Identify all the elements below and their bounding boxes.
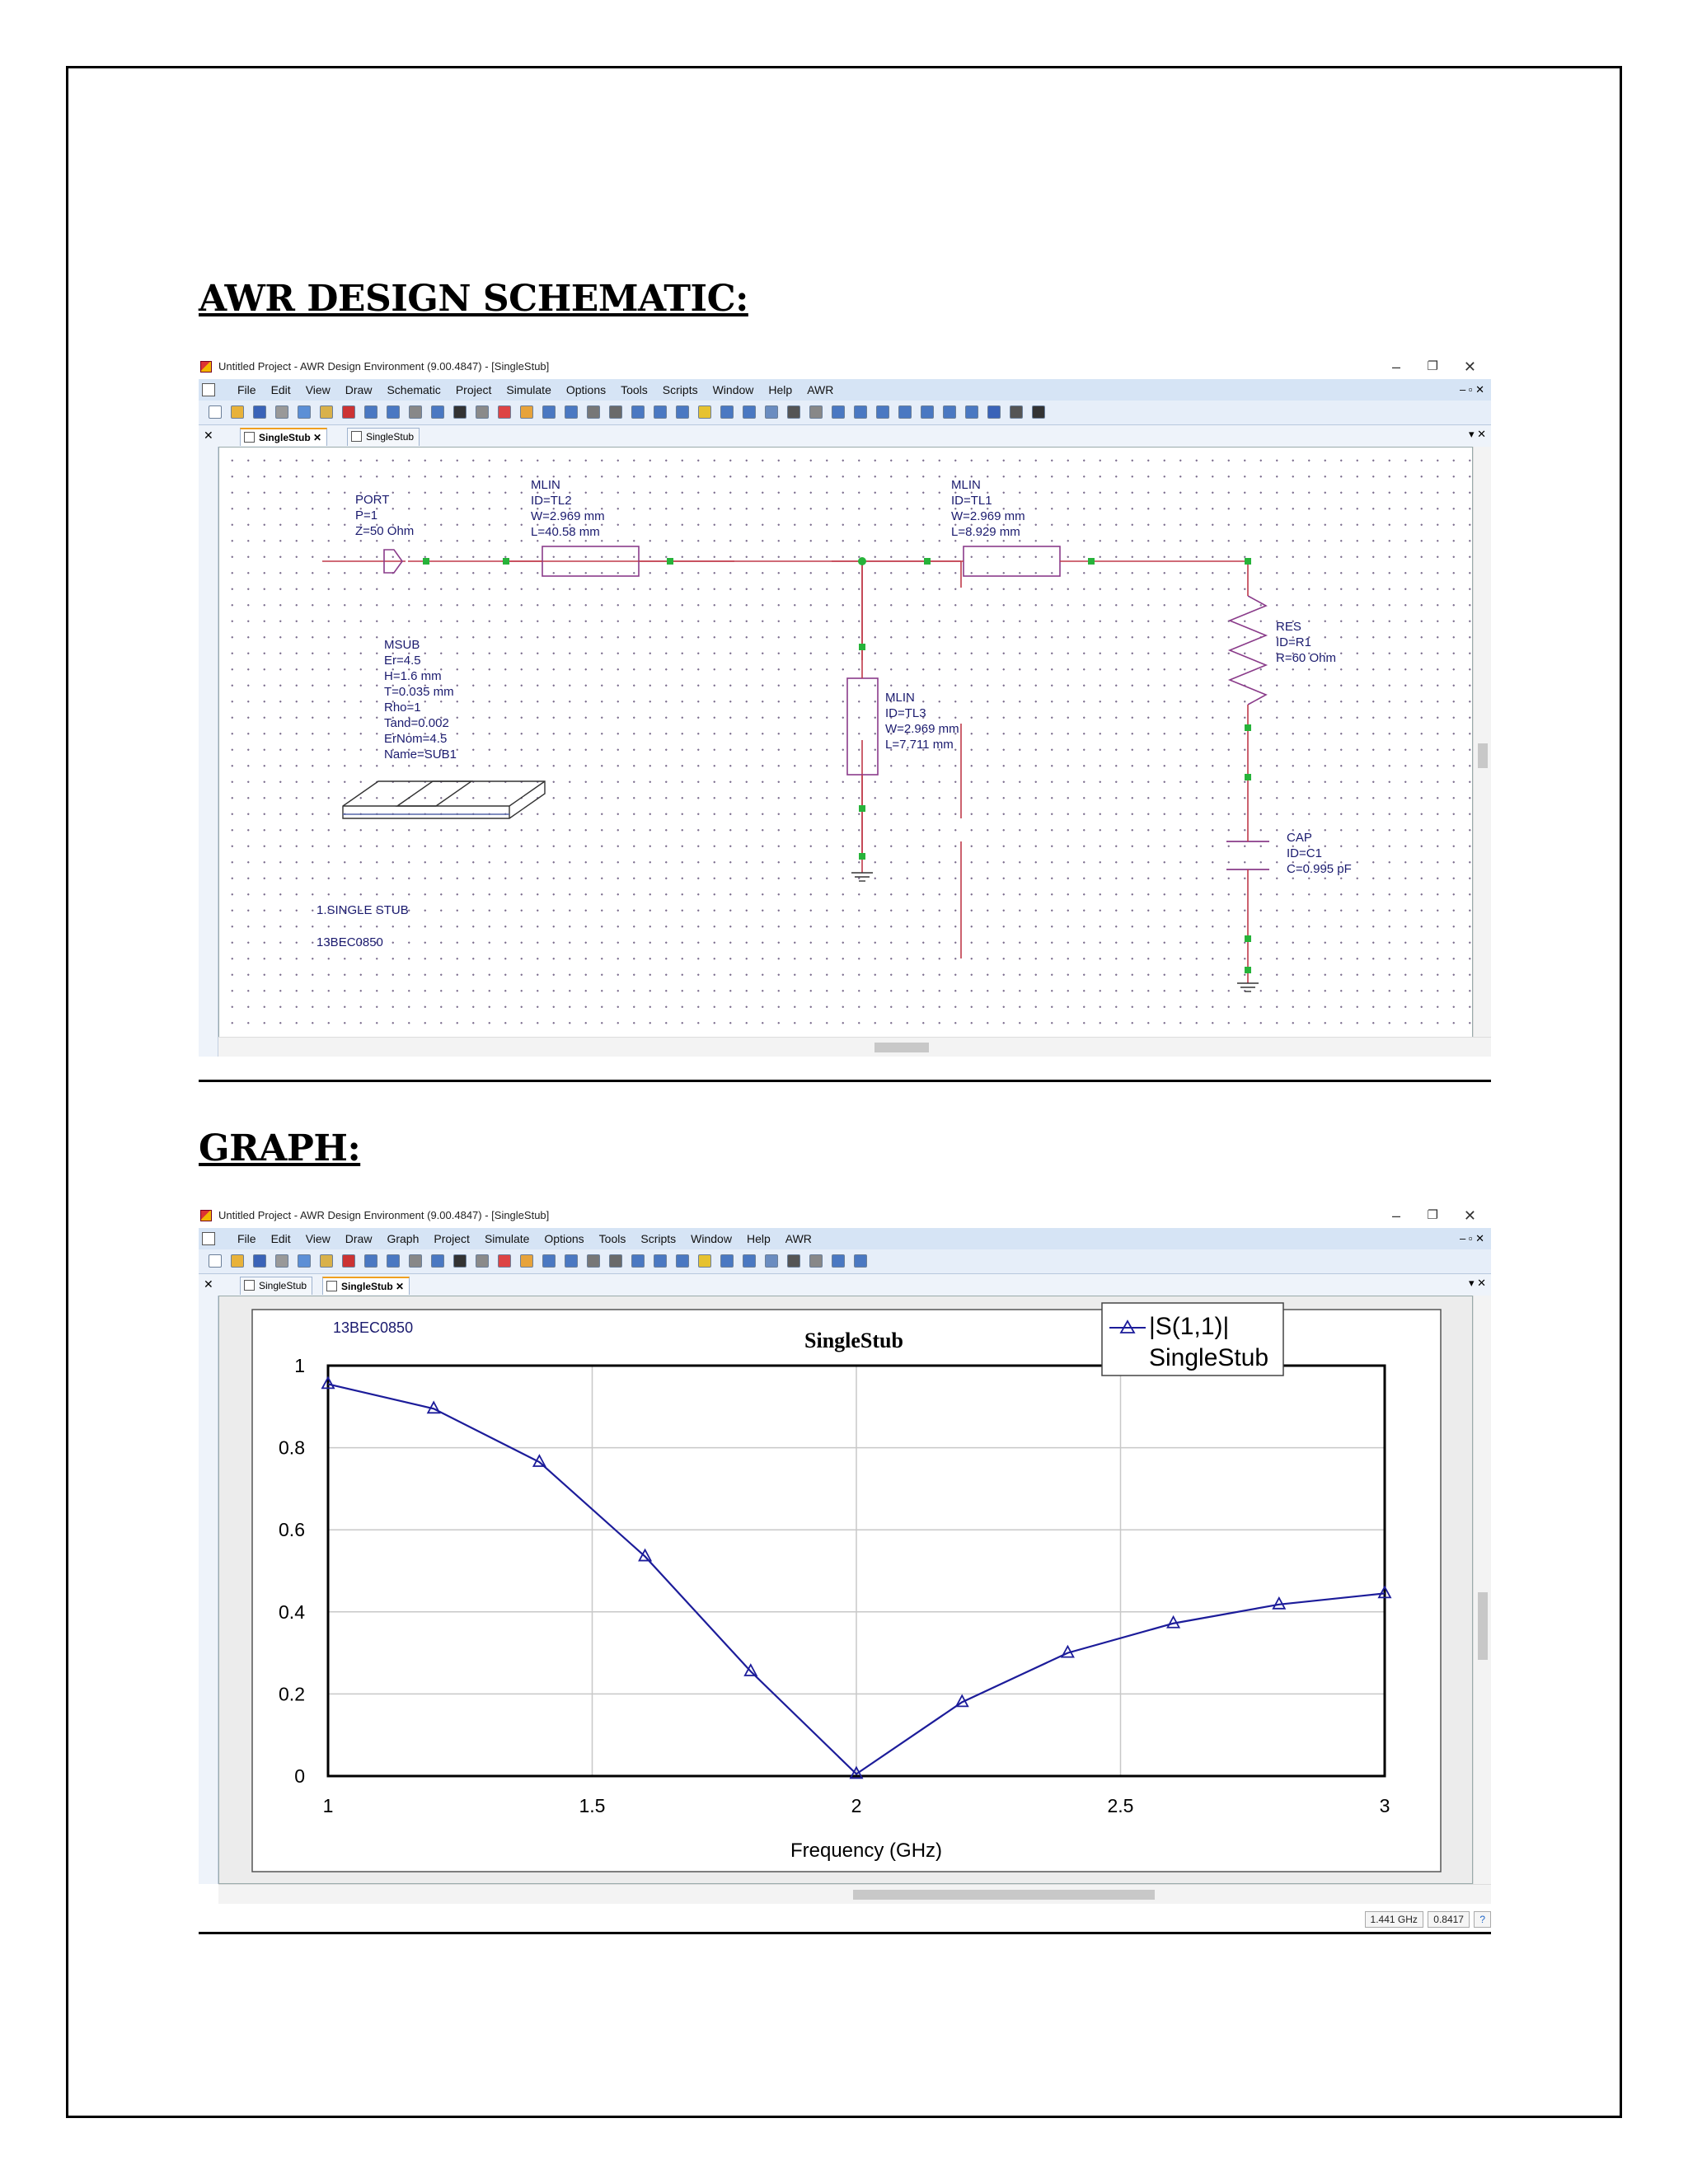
tab-bar [199, 1274, 1491, 1296]
toolbar-button-icon[interactable] [987, 405, 1001, 419]
toolbar-button-icon[interactable] [498, 1254, 511, 1268]
msub-label-5: Tand=0.002 [384, 716, 449, 730]
menu-options[interactable]: Options [565, 383, 607, 396]
toolbar-button-icon[interactable] [1032, 405, 1045, 419]
svg-text:MSUBEr=4.5H=1.6 mmT=0.035 mmRh [384, 638, 457, 762]
toolbar-button-icon[interactable] [364, 1254, 377, 1268]
minimize-button[interactable]: – [1391, 1207, 1400, 1224]
toolbar-button-icon[interactable] [520, 1254, 533, 1268]
schematic-heading: AWR DESIGN SCHEMATIC: [199, 278, 748, 320]
port-label-0: PORT [355, 493, 390, 507]
toolbar-button-icon[interactable] [676, 405, 689, 419]
toolbar-button-icon[interactable] [409, 1254, 422, 1268]
menu-awr[interactable]: AWR [785, 1232, 812, 1245]
msub-label-6: ErNom=4.5 [384, 732, 448, 746]
chart-annotation: 13BEC0850 [333, 1319, 414, 1336]
menu-view[interactable]: View [305, 383, 331, 396]
svg-text:MLINID=TL1W=2.969 mmL=8.929 mm [951, 478, 1025, 539]
toolbar-button-icon[interactable] [921, 405, 934, 419]
x-tick-label: 1.5 [579, 1795, 606, 1816]
note-id: 13BEC0850 [316, 935, 383, 949]
toolbar-button-icon[interactable] [832, 405, 845, 419]
ground-symbols [851, 873, 1259, 991]
help-icon[interactable]: ? [1474, 1911, 1491, 1928]
tl3-label-0: MLIN [885, 691, 915, 705]
toolbar-button-icon[interactable] [542, 1254, 556, 1268]
y-tick-label: 1 [294, 1355, 305, 1376]
schematic-icon [244, 1280, 255, 1291]
menu-schematic[interactable]: Schematic [387, 383, 441, 396]
graph-window [199, 1203, 1491, 1943]
tl2-label-3: L=40.58 mm [531, 525, 600, 539]
toolbar-button-icon[interactable] [743, 405, 756, 419]
toolbar-button-icon[interactable] [253, 1254, 266, 1268]
close-button[interactable]: ✕ [1463, 359, 1476, 375]
y-tick-label: 0.8 [279, 1436, 305, 1459]
toolbar-button-icon[interactable] [298, 405, 311, 419]
toolbar-button-icon[interactable] [787, 405, 800, 419]
menu-simulate[interactable]: Simulate [506, 383, 551, 396]
schematic-icon [244, 432, 255, 443]
toolbar-button-icon[interactable] [320, 405, 333, 419]
tl1-label-0: MLIN [951, 478, 981, 492]
y-tick-label: 0.2 [279, 1683, 305, 1705]
chart-title: SingleStub [804, 1329, 903, 1352]
menu-simulate[interactable]: Simulate [484, 1232, 530, 1245]
tl2-label-2: W=2.969 mm [531, 509, 605, 523]
toolbar-button-icon[interactable] [787, 1254, 800, 1268]
tab-label: SingleStub [259, 432, 311, 443]
toolbar-button-icon[interactable] [1010, 405, 1023, 419]
document-icon [202, 383, 215, 396]
y-tick-label: 0.4 [279, 1601, 305, 1623]
toolbar-button-icon[interactable] [609, 1254, 622, 1268]
window-title: Untitled Project - AWR Design Environment (9.00.4847) - [SingleStub] [218, 360, 550, 373]
menu-file[interactable]: File [237, 1232, 256, 1245]
toolbar-button-icon[interactable] [654, 405, 667, 419]
tab-label: SingleStub [259, 1280, 307, 1291]
x-tick-label: 1 [322, 1795, 334, 1816]
graph-icon [351, 431, 362, 442]
tl1-label-1: ID=TL1 [951, 494, 992, 508]
scroll-thumb[interactable] [1478, 743, 1488, 768]
toolbar-button-icon[interactable] [298, 1254, 311, 1268]
close-panel-icon[interactable]: ✕ [204, 429, 213, 442]
toolbar-button-icon[interactable] [832, 1254, 845, 1268]
toolbar-button-icon[interactable] [654, 1254, 667, 1268]
toolbar-button-icon[interactable] [809, 405, 823, 419]
schematic-canvas[interactable] [218, 447, 1473, 1057]
cap-label-2: C=0.995 pF [1287, 862, 1352, 876]
cap-label-1: ID=C1 [1287, 846, 1322, 860]
x-tick-label: 2.5 [1107, 1795, 1134, 1816]
toolbar-button-icon[interactable] [275, 1254, 288, 1268]
toolbar-button-icon[interactable] [476, 405, 489, 419]
svg-text:RESID=R1R=60 Ohm [1276, 620, 1336, 665]
side-panel[interactable] [199, 447, 218, 1057]
menu-window[interactable]: Window [712, 383, 754, 396]
graph-canvas[interactable] [218, 1296, 1473, 1884]
schematic-drawing [219, 448, 1472, 1056]
svg-text:PORTP=1Z=50 Ohm [355, 493, 414, 538]
menu-edit[interactable]: Edit [270, 1232, 291, 1245]
vertical-scrollbar[interactable] [1473, 447, 1491, 1057]
svg-text:MLINID=TL2W=2.969 mmL=40.58 mm [531, 478, 605, 539]
toolbar-button-icon[interactable] [342, 405, 355, 419]
toolbar-button-icon[interactable] [809, 1254, 823, 1268]
toolbar-button-icon[interactable] [431, 1254, 444, 1268]
tl3-label-2: W=2.969 mm [885, 722, 959, 736]
toolbar-button-icon[interactable] [720, 1254, 734, 1268]
close-panel-icon[interactable]: ✕ [204, 1277, 213, 1291]
toolbar-button-icon[interactable] [231, 405, 244, 419]
side-panel[interactable] [199, 1296, 218, 1884]
toolbar-button-icon[interactable] [253, 405, 266, 419]
toolbar-button-icon[interactable] [854, 1254, 867, 1268]
toolbar-button-icon[interactable] [609, 405, 622, 419]
awr-logo-icon [200, 361, 212, 373]
toolbar-button-icon[interactable] [275, 405, 288, 419]
graph-heading: GRAPH: [199, 1127, 361, 1169]
toolbar-button-icon[interactable] [965, 405, 978, 419]
x-tick-label: 3 [1379, 1795, 1390, 1816]
toolbar-button-icon[interactable] [720, 405, 734, 419]
substrate-icon [343, 781, 545, 818]
tab-label: SingleStub [341, 1281, 393, 1292]
menu-edit[interactable]: Edit [270, 383, 291, 396]
tl2-label-1: ID=TL2 [531, 494, 572, 508]
toolbar-button-icon[interactable] [565, 1254, 578, 1268]
toolbar-button-icon[interactable] [765, 1254, 778, 1268]
msub-label-0: MSUB [384, 638, 420, 652]
port-label-2: Z=50 Ohm [355, 524, 415, 538]
window-title: Untitled Project - AWR Design Environment (9.00.4847) - [SingleStub] [218, 1209, 550, 1221]
status-frequency: 1.441 GHz [1365, 1911, 1423, 1928]
tab-bar [199, 425, 1491, 447]
menu-help[interactable]: Help [768, 383, 793, 396]
tab-singlestub-schematic[interactable]: SingleStub ✕ [240, 428, 327, 446]
y-tick-label: 0.6 [279, 1519, 305, 1541]
toolbar-button-icon[interactable] [631, 405, 645, 419]
scroll-thumb[interactable] [874, 1043, 929, 1052]
scroll-thumb[interactable] [1478, 1592, 1488, 1660]
msub-label-2: H=1.6 mm [384, 669, 442, 683]
toolbar-button-icon[interactable] [898, 405, 912, 419]
toolbar-button-icon[interactable] [387, 1254, 400, 1268]
chart-frame [252, 1310, 1441, 1872]
graph-icon [326, 1281, 337, 1291]
tab-singlestub-graph[interactable] [347, 428, 420, 446]
restore-button[interactable]: ❐ [1427, 1208, 1438, 1222]
menu-scripts[interactable]: Scripts [662, 383, 698, 396]
msub-label-1: Er=4.5 [384, 654, 421, 668]
x-axis-label: Frequency (GHz) [790, 1840, 943, 1862]
status-bar [1363, 1910, 1491, 1929]
horizontal-scrollbar[interactable] [218, 1884, 1491, 1904]
legend[interactable] [1102, 1303, 1283, 1376]
menu-awr[interactable]: AWR [807, 383, 834, 396]
legend-entry-1: SingleStub [1149, 1344, 1269, 1371]
toolbar-button-icon[interactable] [209, 1254, 222, 1268]
toolbar-button-icon[interactable] [854, 405, 867, 419]
toolbar-button-icon[interactable] [943, 405, 956, 419]
res-label-2: R=60 Ohm [1276, 651, 1336, 665]
toolbar-button-icon[interactable] [565, 405, 578, 419]
toolbar [199, 1249, 1491, 1274]
menu-draw[interactable]: Draw [345, 383, 373, 396]
menu-window[interactable]: Window [691, 1232, 732, 1245]
menu-file[interactable]: File [237, 383, 256, 396]
menu-bar [199, 379, 1491, 401]
tab-menu-icon[interactable]: ▾ ✕ [1468, 428, 1486, 440]
menu-items [230, 1228, 819, 1249]
close-button[interactable]: ✕ [1463, 1207, 1476, 1224]
menu-draw[interactable]: Draw [345, 1232, 373, 1245]
chart-svg [219, 1296, 1474, 1883]
res-label-0: RES [1276, 620, 1301, 634]
msub-label-4: Rho=1 [384, 701, 421, 715]
toolbar [199, 401, 1491, 425]
toolbar-button-icon[interactable] [453, 405, 467, 419]
mdi-controls[interactable]: – ▫ ✕ [1460, 383, 1484, 396]
toolbar-button-icon[interactable] [409, 405, 422, 419]
tl1-label-2: W=2.969 mm [951, 509, 1025, 523]
menu-project[interactable]: Project [434, 1232, 470, 1245]
toolbar-button-icon[interactable] [453, 1254, 467, 1268]
msub-label-7: Name=SUB1 [384, 748, 457, 762]
awr-logo-icon [200, 1210, 212, 1221]
menu-graph[interactable]: Graph [387, 1232, 420, 1245]
restore-button[interactable]: ❐ [1427, 359, 1438, 373]
tl3-label-3: L=7.711 mm [885, 738, 954, 752]
toolbar-button-icon[interactable] [387, 405, 400, 419]
menu-view[interactable]: View [305, 1232, 331, 1245]
toolbar-button-icon[interactable] [364, 405, 377, 419]
title-bar [199, 354, 1491, 379]
toolbar-button-icon[interactable] [587, 405, 600, 419]
document-icon [202, 1232, 215, 1245]
menu-items [230, 379, 841, 401]
tab-singlestub-graph[interactable]: SingleStub ✕ [322, 1277, 410, 1295]
toolbar-button-icon[interactable] [431, 405, 444, 419]
minimize-button[interactable]: – [1391, 359, 1400, 375]
svg-text:MLINID=TL3W=2.969 mmL=7.711 mm [885, 691, 959, 752]
menu-tools[interactable]: Tools [621, 383, 648, 396]
cap-label-0: CAP [1287, 831, 1312, 845]
toolbar-button-icon[interactable] [209, 405, 222, 419]
menu-help[interactable]: Help [746, 1232, 771, 1245]
toolbar-button-icon[interactable] [698, 405, 711, 419]
y-tick-label: 0 [294, 1765, 305, 1787]
menu-options[interactable]: Options [544, 1232, 584, 1245]
res-label-1: ID=R1 [1276, 635, 1311, 649]
window-bottom-rule [199, 1932, 1491, 1934]
note-single-stub: 1.SINGLE STUB [316, 903, 409, 917]
toolbar-button-icon[interactable] [542, 405, 556, 419]
toolbar-button-icon[interactable] [587, 1254, 600, 1268]
scroll-thumb[interactable] [853, 1890, 1155, 1900]
svg-text:CAPID=C1C=0.995 pF [1287, 831, 1352, 876]
tl1-symbol[interactable] [964, 546, 1060, 576]
more-wires [408, 561, 1248, 983]
toolbar-button-icon[interactable] [765, 405, 778, 419]
node-markers [423, 557, 1251, 973]
menu-tools[interactable]: Tools [598, 1232, 626, 1245]
component-labels [316, 478, 1352, 949]
title-bar [199, 1203, 1491, 1228]
horizontal-scrollbar[interactable] [218, 1037, 1491, 1057]
schematic-window [199, 354, 1491, 1086]
tl2-label-0: MLIN [531, 478, 560, 492]
vertical-scrollbar[interactable] [1473, 1296, 1491, 1884]
tab-singlestub-schematic[interactable] [240, 1277, 312, 1295]
resistor-symbol[interactable] [1230, 596, 1266, 705]
toolbar-button-icon[interactable] [520, 405, 533, 419]
x-tick-label: 2 [851, 1795, 862, 1816]
toolbar-button-icon[interactable] [676, 1254, 689, 1268]
tab-menu-icon[interactable]: ▾ ✕ [1468, 1277, 1486, 1289]
tl3-label-1: ID=TL3 [885, 706, 926, 720]
menu-project[interactable]: Project [455, 383, 492, 396]
menu-scripts[interactable]: Scripts [640, 1232, 677, 1245]
legend-entry-0: |S(1,1)| [1149, 1313, 1230, 1340]
toolbar-button-icon[interactable] [476, 1254, 489, 1268]
toolbar-button-icon[interactable] [698, 1254, 711, 1268]
capacitor-symbol[interactable] [1226, 841, 1269, 869]
menu-bar [199, 1228, 1491, 1249]
toolbar-button-icon[interactable] [876, 405, 889, 419]
window-bottom-rule [199, 1080, 1491, 1082]
toolbar-button-icon[interactable] [231, 1254, 244, 1268]
mdi-controls[interactable]: – ▫ ✕ [1460, 1232, 1484, 1244]
port-label-1: P=1 [355, 509, 378, 523]
tl1-label-3: L=8.929 mm [951, 525, 1020, 539]
toolbar-button-icon[interactable] [342, 1254, 355, 1268]
msub-label-3: T=0.035 mm [384, 685, 454, 699]
toolbar-button-icon[interactable] [320, 1254, 333, 1268]
toolbar-button-icon[interactable] [498, 405, 511, 419]
toolbar-button-icon[interactable] [743, 1254, 756, 1268]
toolbar-button-icon[interactable] [631, 1254, 645, 1268]
tab-label: SingleStub [366, 431, 415, 443]
status-value: 0.8417 [1428, 1911, 1470, 1928]
